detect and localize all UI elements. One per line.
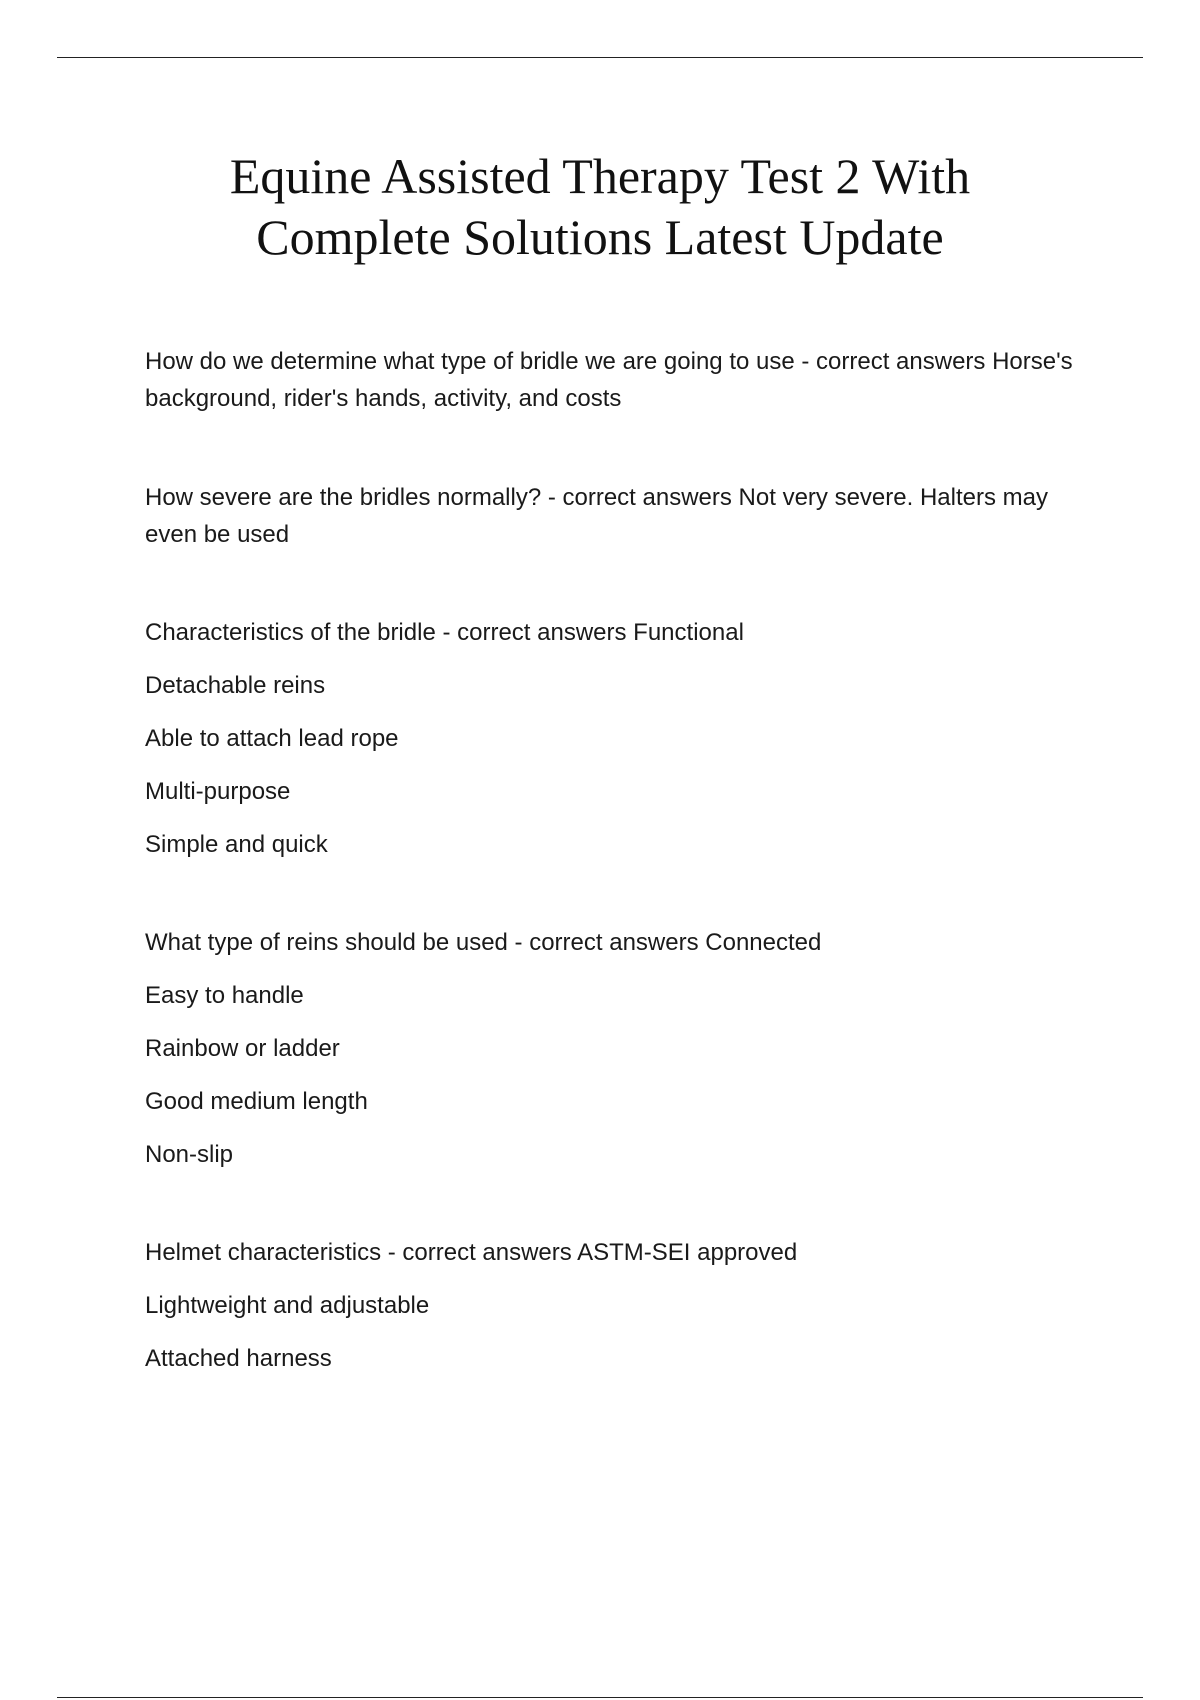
- qa-text: Easy to handle: [145, 982, 304, 1009]
- qa-entry-bridle-characteristics: [145, 615, 1075, 863]
- qa-text: Multi-purpose: [145, 778, 291, 805]
- title-line-1: Equine Assisted Therapy Test 2 With: [229, 148, 971, 204]
- page-title: [120, 146, 1080, 268]
- qa-entry-bridle-severity: [145, 479, 1075, 553]
- qa-text: How do we determine what type of bridle we are going to use - correct answers Horse's background, rider's hands, activity, and costs: [145, 348, 1073, 412]
- qa-text: Rainbow or ladder: [145, 1035, 340, 1062]
- qa-text: Non-slip: [145, 1141, 234, 1168]
- qa-text: Detachable reins: [145, 672, 326, 699]
- qa-entry-reins-type: [145, 925, 1075, 1173]
- qa-text: Simple and quick: [145, 831, 328, 858]
- title-line-2: Complete Solutions Latest Update: [256, 209, 944, 265]
- qa-list: [145, 343, 1075, 1377]
- qa-text: Good medium length: [145, 1088, 368, 1115]
- qa-text: What type of reins should be used - correct answers Connected: [145, 929, 822, 956]
- top-rule: [57, 57, 1143, 58]
- qa-text: Lightweight and adjustable: [145, 1292, 430, 1319]
- qa-text: Helmet characteristics - correct answers ASTM-SEI approved: [145, 1239, 798, 1266]
- qa-entry-helmet-characteristics: [145, 1235, 1075, 1377]
- qa-text: How severe are the bridles normally? - correct answers Not very severe. Halters may even be used: [145, 484, 1048, 548]
- qa-entry-bridle-type: [145, 343, 1075, 417]
- bottom-rule: [57, 1697, 1143, 1698]
- qa-text: Able to attach lead rope: [145, 725, 399, 752]
- qa-text: Characteristics of the bridle - correct answers Functional: [145, 619, 744, 646]
- qa-text: Attached harness: [145, 1345, 332, 1372]
